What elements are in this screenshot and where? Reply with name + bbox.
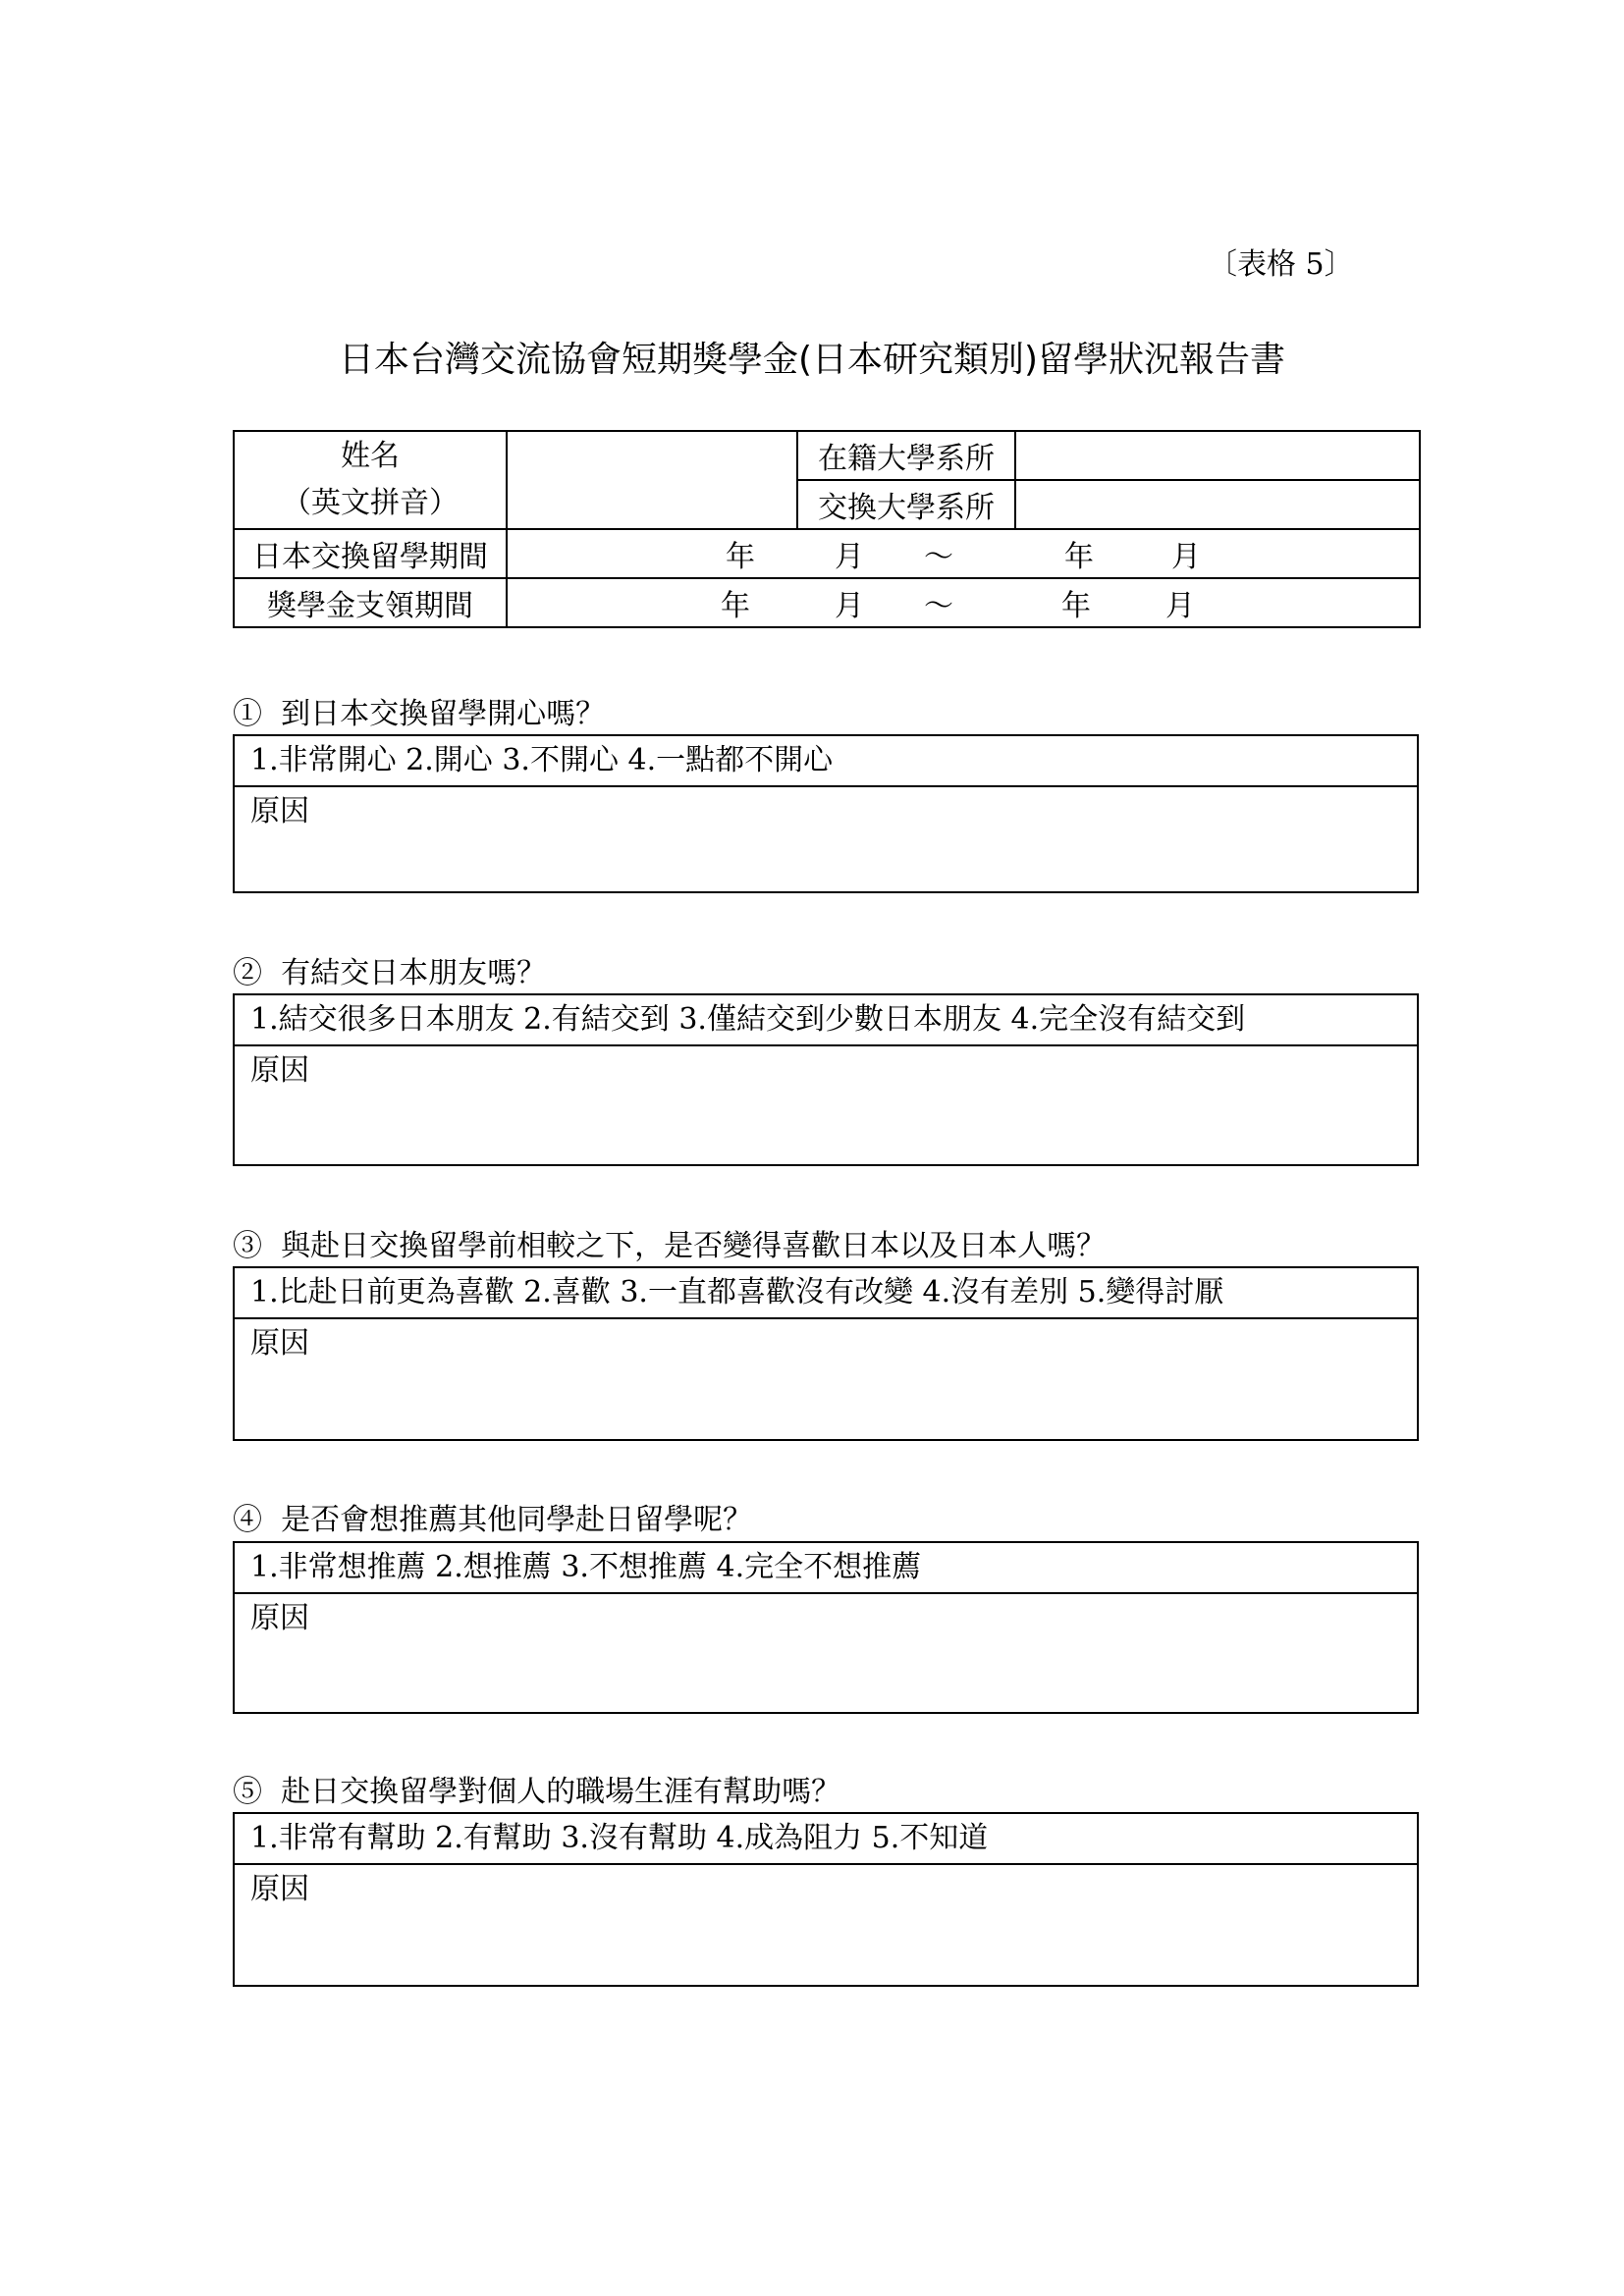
exchange-end-year: 年 bbox=[1064, 540, 1094, 574]
exchange-start-month: 月 bbox=[835, 540, 864, 574]
question-2-title bbox=[233, 948, 546, 991]
exchange-period-tilde: ～ bbox=[924, 540, 953, 574]
question-2-box bbox=[233, 993, 1419, 1166]
exchange-university-label: 交換大學系所 bbox=[797, 480, 1015, 529]
question-4-text: 是否會想推薦其他同學赴日留學呢？ bbox=[281, 1503, 753, 1537]
name-field[interactable] bbox=[507, 431, 797, 529]
current-university-label: 在籍大學系所 bbox=[797, 431, 1015, 480]
question-1-text: 到日本交換留學開心嗎？ bbox=[281, 697, 606, 731]
exchange-end-month: 月 bbox=[1171, 540, 1201, 574]
scholarship-start-month: 月 bbox=[835, 589, 864, 623]
exchange-period-field[interactable] bbox=[507, 529, 1420, 578]
question-5-options[interactable]: 1.非常有幫助 2.有幫助 3.沒有幫助 4.成為阻力 5.不知道 bbox=[235, 1814, 1417, 1865]
question-1-number: ① bbox=[233, 697, 262, 731]
name-label: 姓名 bbox=[341, 439, 400, 473]
exchange-period-label: 日本交換留學期間 bbox=[234, 529, 507, 578]
document-title: 日本台灣交流協會短期獎學金(日本研究類別)留學狀況報告書 bbox=[338, 340, 1286, 380]
question-4-options[interactable]: 1.非常想推薦 2.想推薦 3.不想推薦 4.完全不想推薦 bbox=[235, 1543, 1417, 1594]
scholarship-period-tilde: ～ bbox=[924, 589, 953, 623]
question-4-title bbox=[233, 1495, 752, 1538]
current-university-field[interactable] bbox=[1015, 431, 1420, 480]
question-5-text: 赴日交換留學對個人的職場生涯有幫助嗎？ bbox=[281, 1775, 841, 1809]
exchange-university-field[interactable] bbox=[1015, 480, 1420, 529]
question-2-options[interactable]: 1.結交很多日本朋友 2.有結交到 3.僅結交到少數日本朋友 4.完全沒有結交到 bbox=[235, 995, 1417, 1046]
question-1-options[interactable]: 1.非常開心 2.開心 3.不開心 4.一點都不開心 bbox=[235, 736, 1417, 787]
scholarship-end-month: 月 bbox=[1165, 589, 1195, 623]
question-5-box bbox=[233, 1812, 1419, 1987]
question-2-reason-label: 原因 bbox=[250, 1053, 309, 1088]
question-5-title bbox=[233, 1767, 840, 1810]
form-number: 〔表格 5〕 bbox=[1208, 247, 1354, 282]
question-4-box bbox=[233, 1541, 1419, 1714]
name-romanization-label: （英文拼音） bbox=[282, 486, 459, 520]
question-1-reason-field[interactable] bbox=[235, 787, 1417, 836]
question-4-reason-label: 原因 bbox=[250, 1601, 309, 1635]
question-5-reason-label: 原因 bbox=[250, 1872, 309, 1906]
question-3-text: 與赴日交換留學前相較之下，是否變得喜歡日本以及日本人嗎？ bbox=[281, 1229, 1107, 1263]
name-label-cell bbox=[234, 431, 507, 529]
question-3-reason-label: 原因 bbox=[250, 1326, 309, 1361]
scholarship-period-field[interactable] bbox=[507, 578, 1420, 627]
question-1-box bbox=[233, 734, 1419, 893]
scholarship-end-year: 年 bbox=[1061, 589, 1091, 623]
scholarship-period-label: 獎學金支領期間 bbox=[234, 578, 507, 627]
question-2-number: ② bbox=[233, 956, 262, 990]
question-4-number: ④ bbox=[233, 1503, 262, 1537]
question-4-reason-field[interactable] bbox=[235, 1594, 1417, 1643]
question-5-reason-field[interactable] bbox=[235, 1865, 1417, 1914]
question-2-text: 有結交日本朋友嗎？ bbox=[281, 956, 547, 990]
question-3-options[interactable]: 1.比赴日前更為喜歡 2.喜歡 3.一直都喜歡沒有改變 4.沒有差別 5.變得討厭 bbox=[235, 1268, 1417, 1319]
question-5-number: ⑤ bbox=[233, 1775, 262, 1809]
question-3-title bbox=[233, 1221, 1106, 1264]
question-3-reason-field[interactable] bbox=[235, 1319, 1417, 1368]
question-3-box bbox=[233, 1266, 1419, 1441]
applicant-info-table bbox=[233, 430, 1421, 628]
question-2-reason-field[interactable] bbox=[235, 1046, 1417, 1095]
question-1-title bbox=[233, 689, 605, 732]
scholarship-start-year: 年 bbox=[721, 589, 750, 623]
question-3-number: ③ bbox=[233, 1229, 262, 1263]
exchange-start-year: 年 bbox=[726, 540, 755, 574]
question-1-reason-label: 原因 bbox=[250, 794, 309, 828]
